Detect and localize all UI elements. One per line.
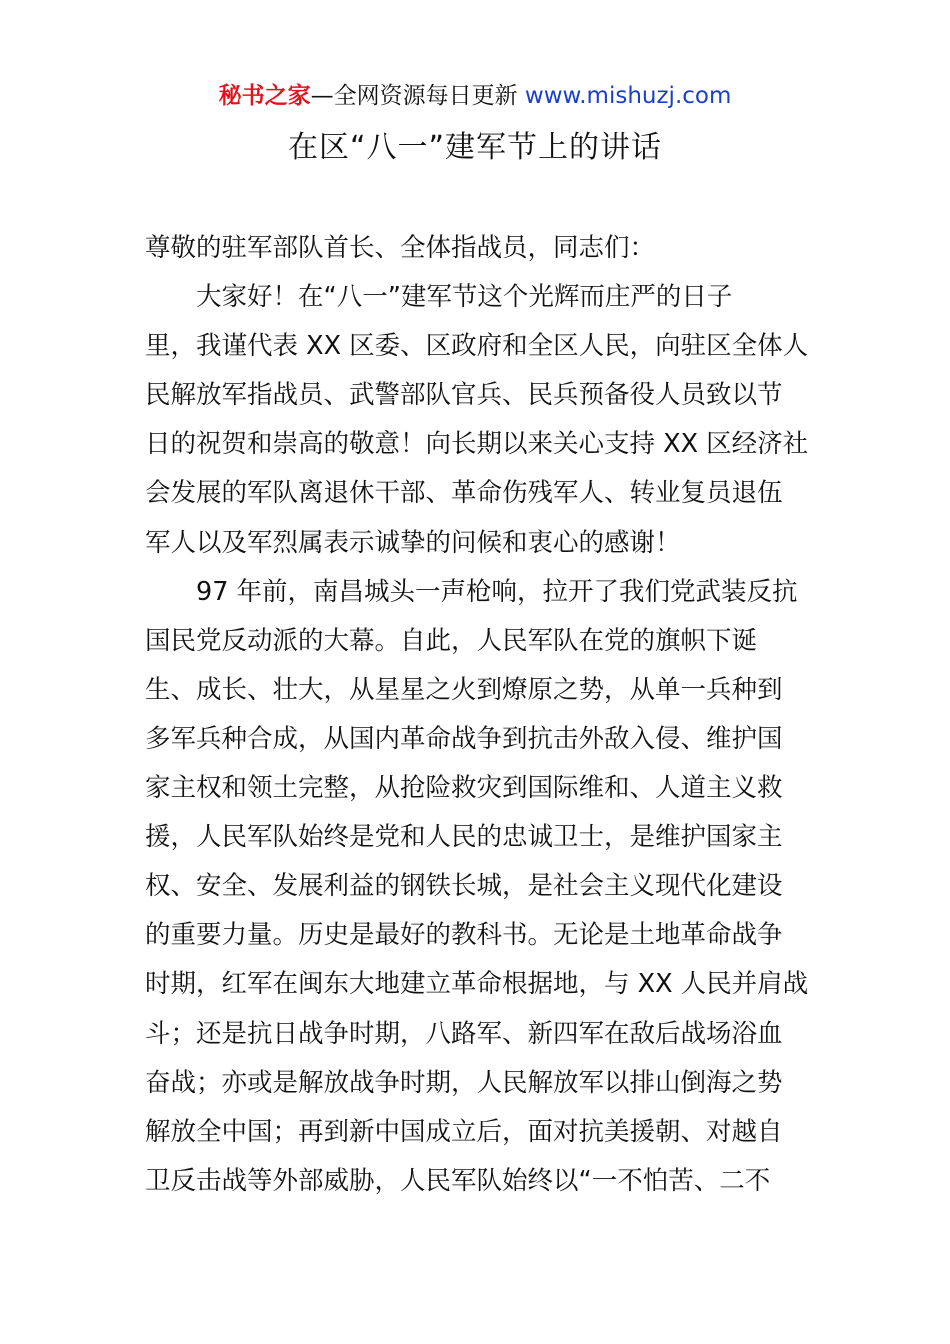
paragraph-line: 97 年前，南昌城头一声枪响，拉开了我们党武装反抗	[196, 576, 798, 607]
paragraph-line: 多军兵种合成，从国内革命战争到抗击外敌入侵、维护国	[145, 723, 783, 754]
document-title: 在区“八一”建军节上的讲话	[287, 130, 663, 165]
paragraph-line: 解放全中国；再到新中国成立后，面对抗美援朝、对越自	[145, 1116, 783, 1147]
paragraph-line: 生、成长、壮大，从星星之火到燎原之势，从单一兵种到	[145, 674, 783, 705]
paragraph-line: 奋战；亦或是解放战争时期，人民解放军以排山倒海之势	[145, 1067, 783, 1098]
paragraph-line: 民解放军指战员、武警部队官兵、民兵预备役人员致以节	[145, 380, 783, 411]
paragraph-line: 里，我谨代表 XX 区委、区政府和全区人民，向驻区全体人	[145, 331, 809, 362]
paragraph-line: 援，人民军队始终是党和人民的忠诚卫士，是维护国家主	[145, 822, 783, 853]
paragraph-line: 国民党反动派的大幕。自此，人民军队在党的旗帜下诞	[145, 625, 758, 656]
paragraph-line: 卫反击战等外部威胁，人民军队始终以“一不怕苦、二不	[145, 1165, 771, 1196]
paragraph-line: 的重要力量。历史是最好的教科书。无论是土地革命战争	[145, 920, 783, 951]
document-body	[145, 224, 810, 1206]
brand-name: 秘书之家	[218, 83, 311, 109]
paragraph-line: 权、安全、发展利益的钢铁长城，是社会主义现代化建设	[145, 871, 783, 902]
paragraph-line: 日的祝贺和崇高的敬意！向长期以来关心支持 XX 区经济社	[145, 429, 809, 460]
paragraph-line: 时期，红军在闽东大地建立革命根据地，与 XX 人民并肩战	[145, 969, 809, 1000]
paragraph-line: 家主权和领土完整，从抢险救灾到国际维和、人道主义救	[145, 773, 783, 804]
paragraph-line: 会发展的军队离退休干部、革命伤残军人、转业复员退伍	[145, 478, 783, 509]
paragraph-line: 大家好！在“八一”建军节这个光辉而庄严的日子	[196, 282, 733, 313]
paragraph-line: 军人以及军烈属表示诚挚的问候和衷心的感谢！	[145, 527, 681, 558]
site-header	[0, 80, 950, 112]
paragraph-line: 斗；还是抗日战争时期，八路军、新四军在敌后战场浴血	[145, 1018, 783, 1049]
site-slogan: —全网资源每日更新	[310, 83, 525, 109]
salutation-line: 尊敬的驻军部队首长、全体指战员，同志们：	[145, 233, 656, 263]
site-url-link[interactable]: www.mishuzj.com	[524, 83, 732, 109]
